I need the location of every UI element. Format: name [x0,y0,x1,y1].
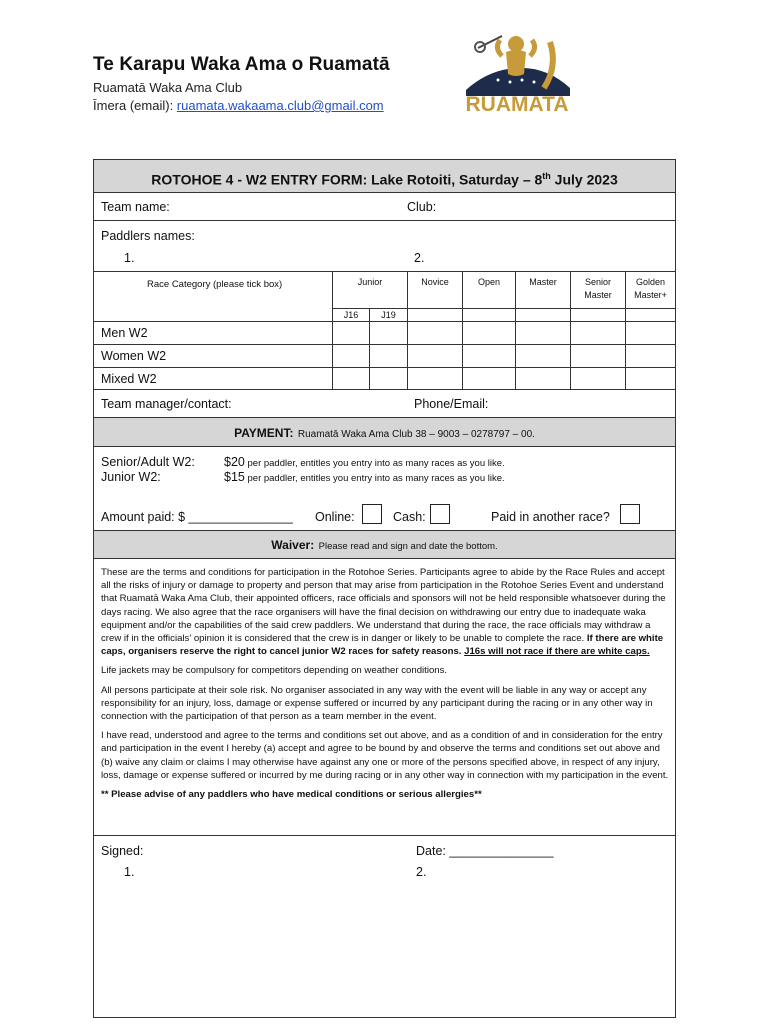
club-label: Club: [407,200,437,214]
col-open: Open [462,271,515,308]
online-label: Online: [315,510,355,524]
paid-another-checkbox[interactable] [620,504,640,524]
club-logo [458,22,576,114]
online-checkbox[interactable] [362,504,382,524]
amount-paid-field[interactable]: Amount paid: $ _______________ [101,510,293,524]
manager-row [94,389,675,417]
email-link[interactable]: ruamata.wakaama.club@gmail.com [176,98,384,113]
terms-paragraph-1: These are the terms and conditions for participation in the Rotohoe Series. Participants agree to abide by the Race Rules and accept all the risks of injury or damage to property and person that may arise from participation in the Rotohoe Series Event and understand that Ruamatā Waka Ama Club, their appointed officers, race officials and sponsors will not be held responsible whatsoever during the days racing. We also agree that the race organisers will have the final decision on withdrawing our entry due to inadequate waka equipment and/or the capabilities of the said crew paddlers. We understand that during the race, the race officials may withdraw a crew if in the officials' opinion it is considered that the crew is in danger or likely to be unable to complete the race. If there are white caps, organisers reserve the right to cancel junior W2 races for safety reasons. J16s will not race if there are white caps. [101,567,666,658]
tick-cell[interactable] [462,321,515,390]
category-row-mixed: Mixed W2 [94,367,675,390]
senior-label: Senior/Adult W2: [101,455,195,469]
team-manager-label: Team manager/contact: [101,397,232,411]
paddler-1: 1. [124,251,135,265]
email-label: Īmera (email): [93,98,177,113]
col-j19: J19 [369,308,407,321]
tick-cell[interactable] [570,321,625,390]
col-senior-master: Senior Master [570,271,625,308]
terms-paragraph-2: Life jackets may be compulsory for competitors depending on weather conditions. [101,665,448,677]
waiver-header: Waiver: Please read and sign and date the bottom. [94,530,675,558]
medical-note: ** Please advise of any paddlers who have medical conditions or serious allergies** [101,789,482,801]
email-line [93,98,384,113]
club-name: Ruamatā Waka Ama Club [93,80,243,95]
col-novice: Novice [407,271,462,308]
tick-cell[interactable] [515,321,570,390]
signature-section [94,835,675,1017]
logo-graphic [458,22,576,114]
col-golden-master: Golden Master+ [625,271,675,308]
page-title: Te Karapu Waka Ama o Ruamatā [93,54,390,75]
form-title: ROTOHOE 4 - W2 ENTRY FORM: Lake Rotoiti, Saturday – 8th July 2023 [94,160,675,192]
date-field[interactable]: Date: _______________ [416,844,554,858]
payment-section [94,446,675,530]
paid-another-label: Paid in another race? [491,510,610,524]
terms-paragraph-4: I have read, understood and agree to the terms and conditions set out above, and as a condition of and in consideration for the entry and participation in the event I hereby (a) accept and agree to be bound by and observe the terms and conditions set out above and (b) waive any claim or claims I may otherwise have against any one or more of the persons specified above, in respect of any injury, loss, damage or expense suffered or incurred by me during racing or in any other way in connection with my participation in the event. [101,730,669,781]
tick-cell[interactable] [407,321,462,390]
junior-label: Junior W2: [101,470,161,484]
tick-cell[interactable] [625,321,675,390]
category-row-women: Women W2 [94,344,675,367]
signed-label: Signed: [101,844,144,858]
cash-label: Cash: [393,510,426,524]
race-category-grid [94,271,675,389]
entry-form [93,159,676,1018]
terms-section [94,558,675,835]
category-row-men: Men W2 [94,321,675,344]
signature-2[interactable]: 2. [416,865,427,879]
senior-price: $20 per paddler, entitles you entry into as many races as you like. [224,455,505,469]
junior-price: $15 per paddler, entitles you entry into as many races as you like. [224,470,505,484]
col-junior: Junior [332,271,407,308]
payment-header: PAYMENT: Ruamatā Waka Ama Club 38 – 9003 – 0278797 – 00. [94,417,675,446]
logo-text: RUAMATA [465,93,569,114]
paddlers-names-label: Paddlers names: [101,229,195,243]
paddler-2: 2. [414,251,425,265]
team-row [94,192,675,220]
team-name-label: Team name: [101,200,170,214]
race-category-label: Race Category (please tick box) [147,279,283,290]
col-master: Master [515,271,570,308]
cash-checkbox[interactable] [430,504,450,524]
signature-1[interactable]: 1. [124,865,135,879]
paddlers-row [94,220,675,271]
terms-paragraph-3: All persons participate at their sole risk. No organiser associated in any way with the event will be liable in any way or accept any responsibility for an injury, loss, damage or expense suffered or incurred by any participant during the racing or in any other way in connection with the participation of that person as a team member in the event. [101,684,653,723]
tick-cell[interactable] [332,321,369,390]
col-j16: J16 [332,308,369,321]
tick-cell[interactable] [369,321,407,390]
phone-email-label: Phone/Email: [414,397,489,411]
